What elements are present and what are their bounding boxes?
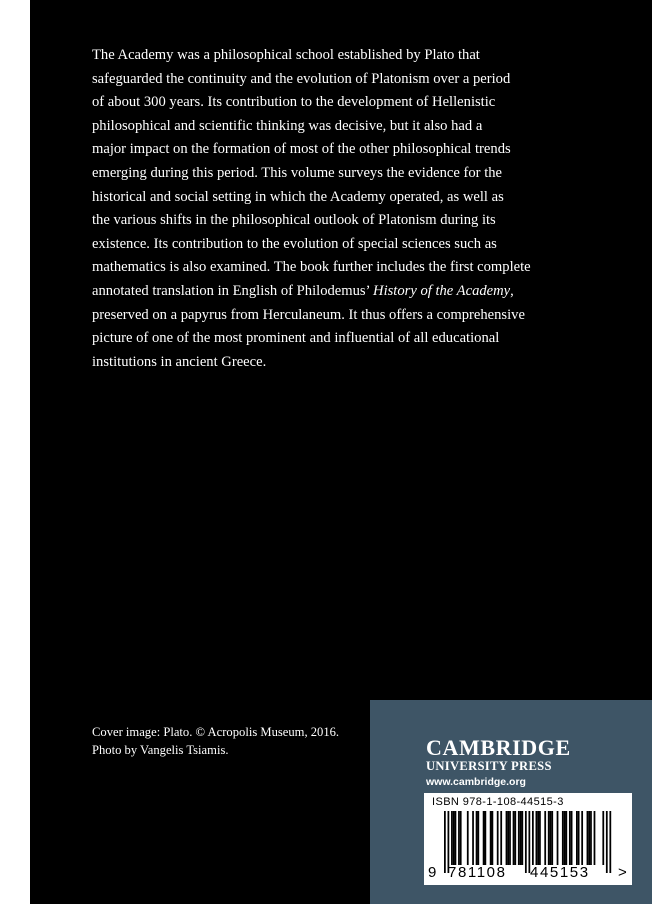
blurb-text xyxy=(92,44,572,374)
cover-credit xyxy=(92,723,339,759)
barcode-bar xyxy=(484,811,486,865)
barcode-bar xyxy=(453,811,455,865)
barcode-bar xyxy=(514,811,516,865)
barcode-bar xyxy=(520,811,522,865)
blurb-line: of about 300 years. Its contribution to the development of Hellenistic xyxy=(92,94,496,111)
blurb-line: emerging during this period. This volume surveys the evidence for the xyxy=(92,164,503,181)
blurb-line: The Academy was a philosophical school established by Plato that xyxy=(92,47,480,63)
blurb-line: existence. Its contribution to the evolution of special sciences such as xyxy=(92,235,497,252)
barcode-bar xyxy=(594,811,596,865)
barcode-bar xyxy=(506,811,508,865)
barcode-bar xyxy=(544,811,546,865)
barcode-bar xyxy=(444,811,446,873)
barcode-bar xyxy=(476,811,478,865)
blurb-line: major impact on the formation of most of the other philosophical trends xyxy=(92,141,511,158)
barcode-lead-digit: 9 xyxy=(428,864,438,881)
barcode-bar xyxy=(525,811,527,873)
barcode-bar xyxy=(578,811,580,865)
barcode-bar xyxy=(477,811,479,865)
blurb-line: institutions in ancient Greece. xyxy=(92,353,267,370)
blurb-line: preserved on a papyrus from Herculaneum. It thus offers a comprehensive xyxy=(92,306,525,323)
blurb-line-end: , xyxy=(510,282,514,299)
blurb-line: the various shifts in the philosophical outlook of Platonism during its xyxy=(92,212,496,229)
barcode-bar xyxy=(532,811,534,865)
barcode-bar xyxy=(581,811,583,865)
barcode-bar xyxy=(507,811,509,865)
barcode-bar xyxy=(467,811,469,865)
barcode-bar xyxy=(521,811,523,865)
barcode-bar xyxy=(602,811,604,865)
barcode-bar xyxy=(483,811,485,865)
barcode-bar xyxy=(565,811,567,865)
blurb-line: safeguarded the continuity and the evolution of Platonism over a period xyxy=(92,70,511,87)
barcode-bar xyxy=(472,811,474,865)
publisher-url: www.cambridge.org xyxy=(426,776,526,788)
barcode-bar xyxy=(562,811,564,865)
barcode-bar xyxy=(551,811,553,865)
barcode-left-digits: 781108 xyxy=(448,864,507,881)
blurb-line: picture of one of the most prominent and influential of all educational xyxy=(92,330,500,347)
barcode-bar xyxy=(571,811,573,865)
barcode-bar xyxy=(451,811,453,865)
barcode-bar xyxy=(564,811,566,865)
barcode-bar xyxy=(539,811,541,865)
barcode-bar xyxy=(588,811,590,865)
barcode-bar xyxy=(460,811,462,865)
barcode-bar xyxy=(518,811,520,865)
barcode-bar xyxy=(569,811,571,865)
barcode-panel xyxy=(424,793,632,885)
barcode-arrow: > xyxy=(618,864,629,881)
barcode-bar xyxy=(609,811,611,873)
barcode-bar xyxy=(500,811,502,865)
barcode-bar xyxy=(548,811,550,865)
publisher-panel xyxy=(370,700,652,904)
publisher-name: CAMBRIDGE xyxy=(426,735,571,760)
barcode-bar xyxy=(606,811,608,873)
barcode-bar xyxy=(550,811,552,865)
isbn-label: ISBN 978-1-108-44515-3 xyxy=(432,796,564,808)
barcode-bar xyxy=(576,811,578,865)
blurb-line: mathematics is also examined. The book further includes the first complete xyxy=(92,259,531,276)
barcode-right-digits: 445153 xyxy=(530,864,590,881)
barcode-bar xyxy=(587,811,589,865)
barcode-bar xyxy=(509,811,511,865)
book-title-italic: History of the Academy xyxy=(373,282,511,299)
barcode-bar xyxy=(492,811,494,865)
barcode-bar xyxy=(536,811,538,865)
barcode-bar xyxy=(513,811,515,865)
barcode-bar xyxy=(557,811,559,865)
blurb-line-start: annotated translation in English of Philodemus’ xyxy=(92,282,374,299)
credit-line-2: Photo by Vangelis Tsiamis. xyxy=(92,743,229,757)
blurb-line: historical and social setting in which the Academy operated, as well as xyxy=(92,188,504,205)
publisher-subtitle: UNIVERSITY PRESS xyxy=(426,759,552,773)
barcode-bar xyxy=(537,811,539,865)
back-cover xyxy=(30,0,652,904)
blurb-line xyxy=(92,280,572,304)
barcode-bar xyxy=(590,811,592,865)
barcode-bar xyxy=(458,811,460,865)
barcode-bar xyxy=(455,811,457,865)
barcode-bar xyxy=(497,811,499,865)
credit-line-1: Cover image: Plato. © Acropolis Museum, 2016. xyxy=(92,725,340,739)
barcode-bar xyxy=(490,811,492,865)
blurb-line: philosophical and scientific thinking was decisive, but it also had a xyxy=(92,117,483,134)
